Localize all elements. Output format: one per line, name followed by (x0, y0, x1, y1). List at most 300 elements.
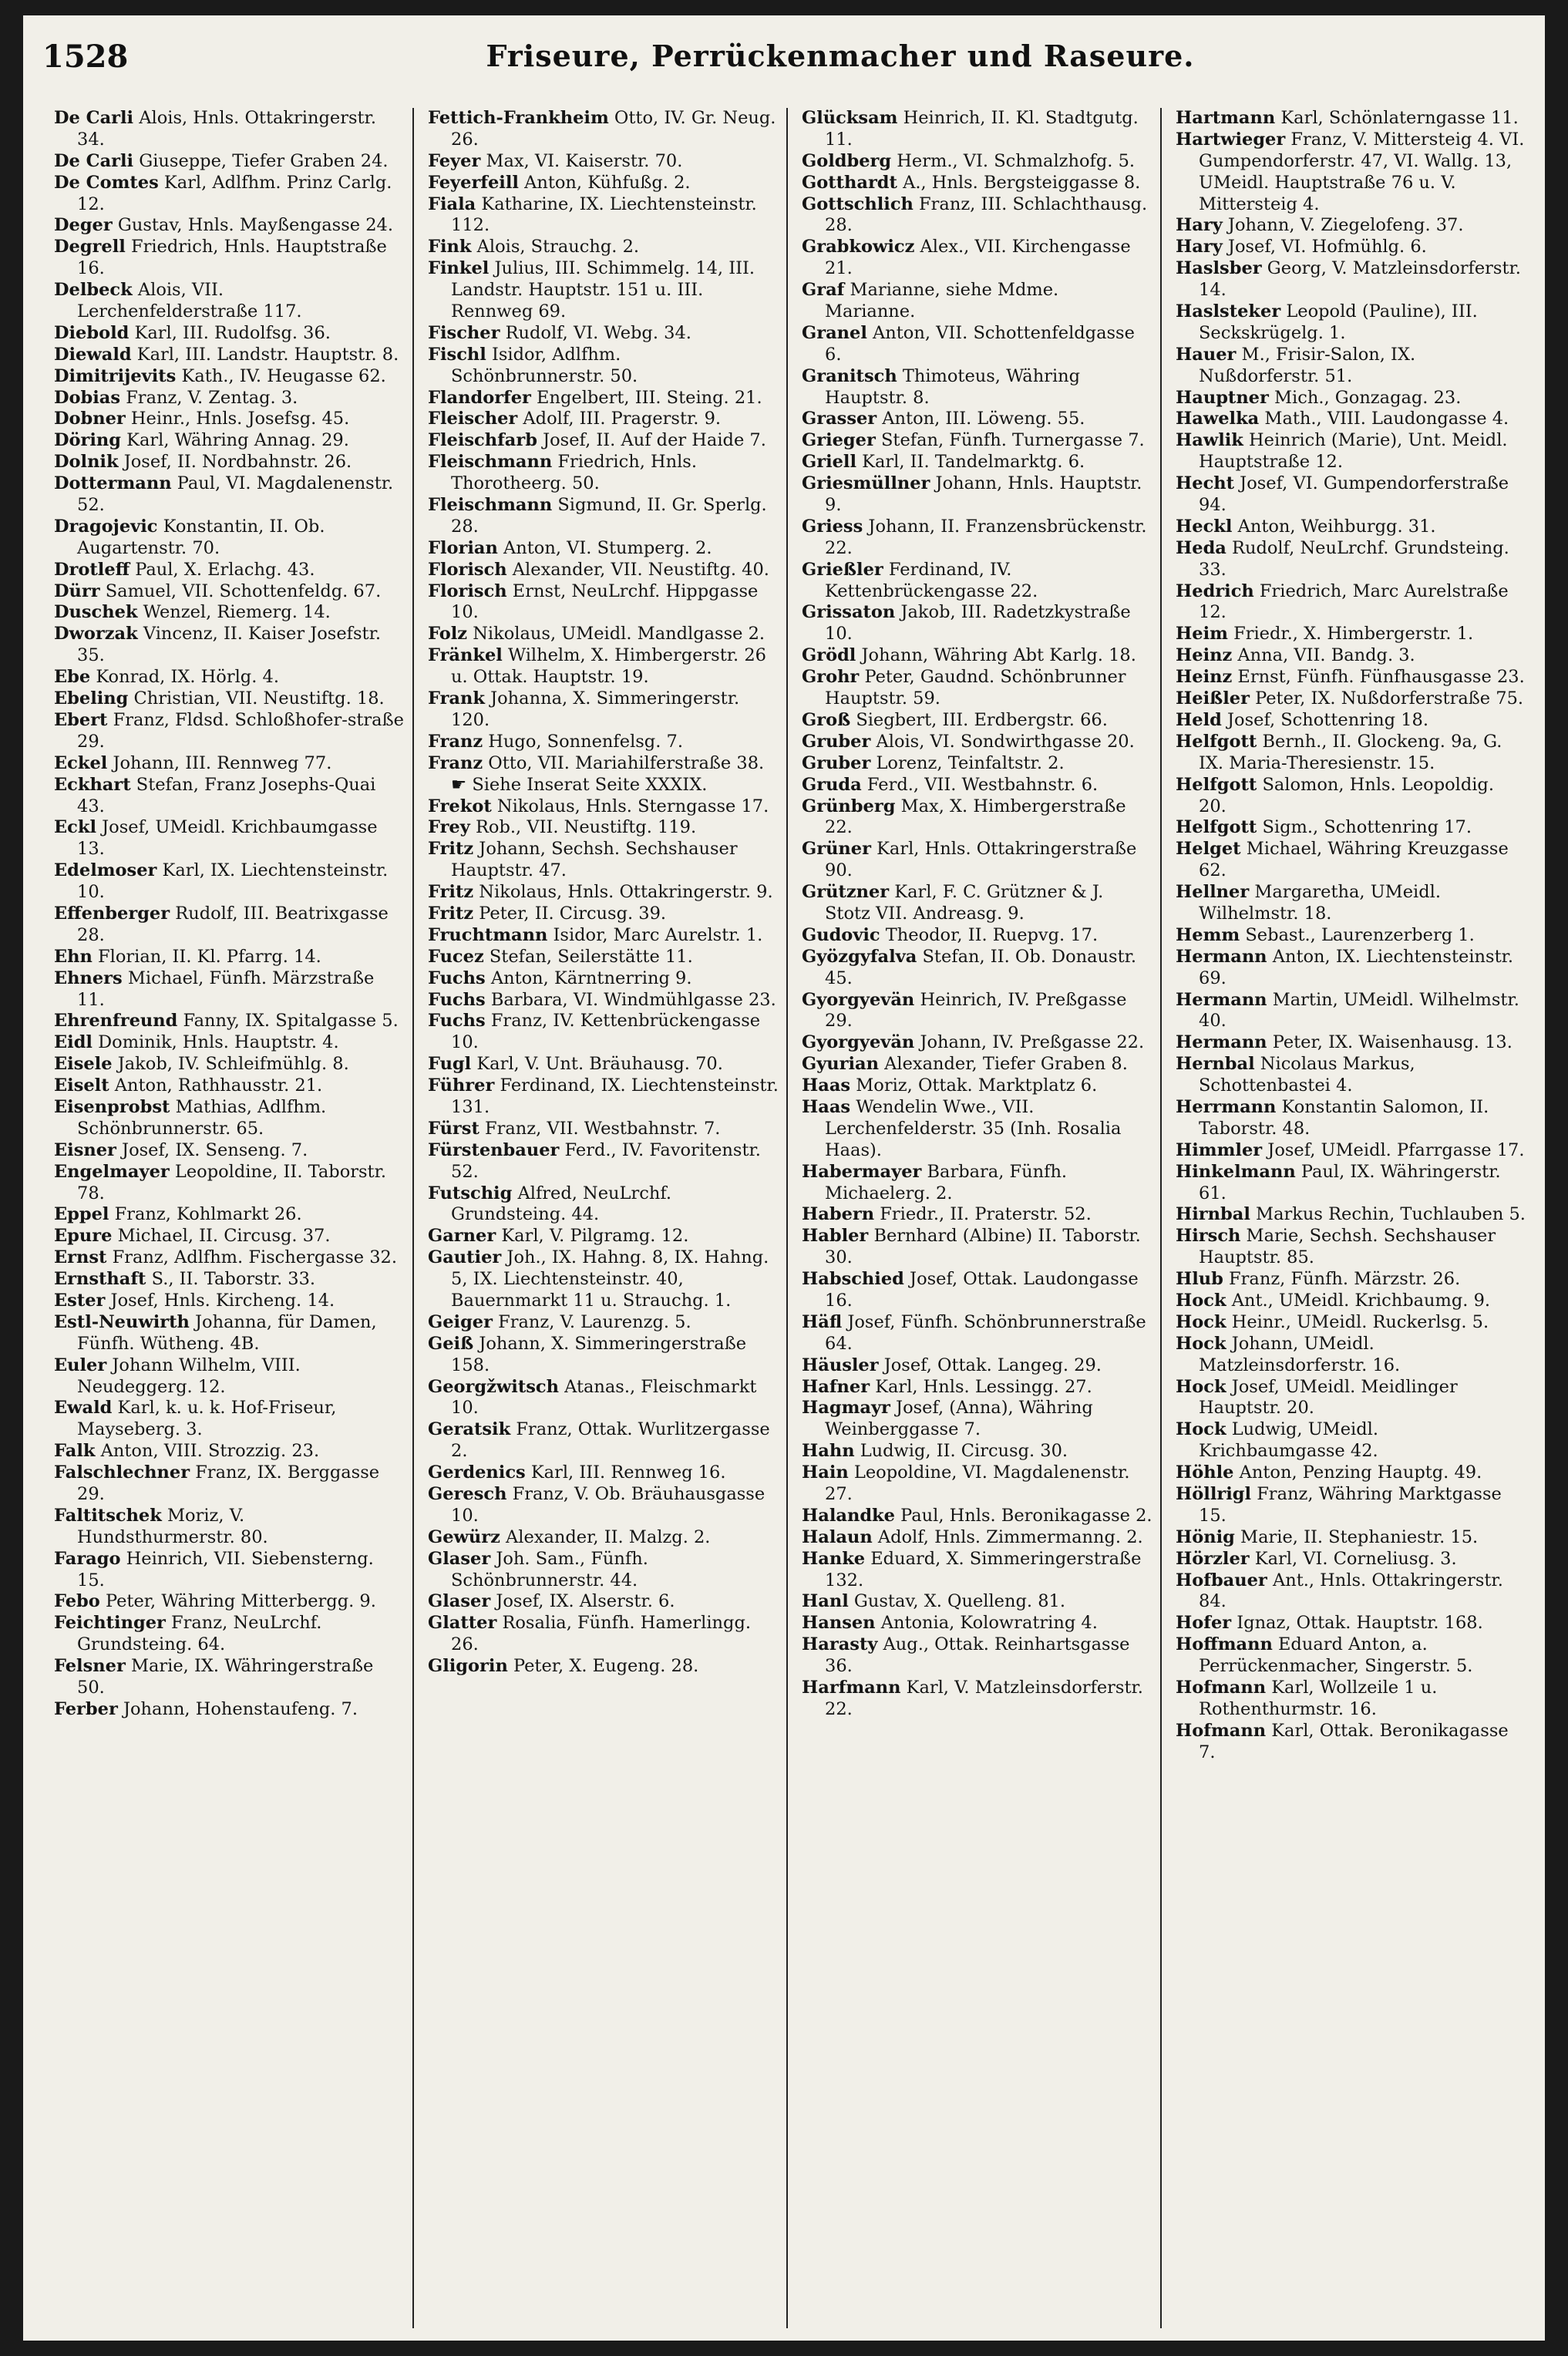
entry-name: Helfgott (1176, 774, 1257, 795)
entry-name: Häusler (802, 1355, 879, 1375)
entry-name: Eckhart (54, 774, 131, 795)
entry-details: Franz, VII. Westbahnstr. 7. (479, 1118, 721, 1139)
entry-details: Barbara, Fünfh. Michaelerg. 2. (825, 1161, 1068, 1203)
directory-entry (802, 1441, 1152, 1462)
entry-name: Dottermann (54, 473, 172, 494)
entry-details: Ernst, NeuLrchf. Hippgasse 10. (451, 581, 759, 623)
entry-name: Gruda (802, 774, 862, 795)
entry-name: Dworzak (54, 624, 138, 645)
entry-details: Stefan, Fünfh. Turnergasse 7. (875, 430, 1145, 451)
entry-details: Karl, III. Landstr. Hauptstr. 8. (131, 344, 399, 365)
directory-entry (1176, 817, 1526, 839)
entry-name: Glaser (428, 1591, 491, 1612)
entry-details: Otto, VII. Mariahilferstraße 38. ☛ Siehe Inserat Seite XXXIX. (451, 752, 765, 795)
directory-entry (54, 1591, 405, 1613)
entry-details: Franz, IX. Berggasse 29. (77, 1462, 380, 1504)
entry-details: Nikolaus, UMeidl. Mandlgasse 2. (467, 624, 765, 645)
directory-entry (1176, 1140, 1526, 1162)
entry-details: Wilhelm, X. Himbergerstr. 26 u. Ottak. Hauptstr. 19. (451, 645, 766, 688)
entry-name: Hofmann (1176, 1678, 1267, 1698)
entry-details: Karl, V. Unt. Bräuhausg. 70. (471, 1054, 723, 1075)
directory-entry (1176, 215, 1526, 237)
directory-entry (1176, 473, 1526, 517)
entry-details: Dominik, Hnls. Hauptstr. 4. (92, 1032, 339, 1053)
directory-entry (802, 1269, 1152, 1312)
entry-details: Franz, Fldsd. Schloßhofer-straße 29. (77, 709, 404, 752)
directory-entry (54, 1011, 405, 1032)
directory-entry (428, 1656, 779, 1678)
entry-details: Herm., VI. Schmalzhofg. 5. (891, 150, 1136, 171)
entry-details: Anton, Rathhausstr. 21. (109, 1075, 323, 1096)
directory-entry (802, 1506, 1152, 1527)
entry-name: Hirnbal (1176, 1204, 1250, 1225)
directory-entry (1176, 258, 1526, 301)
entry-name: Heckl (1176, 516, 1233, 537)
directory-entry (1176, 1634, 1526, 1678)
directory-entry (54, 1398, 405, 1441)
entry-name: Fucez (428, 946, 484, 967)
directory-entry (54, 517, 405, 560)
directory-column (1176, 108, 1534, 2328)
entry-details: Heinrich, II. Kl. Stadtgutg. 11. (825, 108, 1139, 150)
entry-name: De Comtes (54, 172, 159, 193)
directory-entry (54, 1312, 405, 1355)
entry-details: Johann, II. Franzensbrückenstr. 22. (825, 516, 1147, 558)
entry-name: Ewald (54, 1398, 113, 1419)
directory-entry (802, 366, 1152, 409)
entry-details: Barbara, VI. Windmühlgasse 23. (485, 989, 776, 1010)
entry-details: Mich., Gonzagag. 23. (1268, 387, 1462, 408)
directory-entry (1176, 1462, 1526, 1484)
entry-details: Ant., UMeidl. Krichbaumg. 9. (1226, 1290, 1491, 1311)
entry-details: Josef, VI. Hofmühlg. 6. (1222, 237, 1427, 257)
directory-columns (54, 108, 1534, 2328)
entry-details: Josef, UMeidl. Meidlinger Hauptstr. 20. (1199, 1376, 1458, 1419)
entry-details: Friedrich, Marc Aurelstraße 12. (1199, 581, 1509, 623)
directory-entry (428, 990, 779, 1011)
directory-entry (54, 1656, 405, 1699)
entry-details: Johann, UMeidl. Matzleinsdorferstr. 16. (1199, 1333, 1401, 1375)
entry-name: Häfl (802, 1311, 843, 1332)
directory-entry (54, 947, 405, 968)
entry-name: Hermann (1176, 989, 1267, 1010)
entry-name: Hary (1176, 237, 1223, 257)
directory-entry (54, 860, 405, 904)
directory-entry (1176, 345, 1526, 388)
entry-name: Hellner (1176, 882, 1250, 903)
directory-entry (54, 452, 405, 473)
directory-entry (802, 409, 1152, 430)
entry-details: Franz, IV. Kettenbrückengasse 10. (451, 1011, 761, 1053)
directory-entry (428, 732, 779, 753)
entry-details: Konstantin Salomon, II. Taborstr. 48. (1199, 1096, 1489, 1139)
entry-name: Dimitrijevits (54, 365, 177, 386)
entry-details: Ludwig, II. Circusg. 30. (854, 1441, 1068, 1462)
entry-name: Hauer (1176, 344, 1237, 365)
entry-details: Peter, Gaudnd. Schönbrunner Hauptstr. 59. (825, 667, 1126, 709)
entry-name: Habern (802, 1204, 875, 1225)
entry-name: Helfgott (1176, 817, 1257, 838)
directory-entry (54, 473, 405, 517)
entry-name: Eiselt (54, 1075, 109, 1096)
entry-name: Falk (54, 1441, 96, 1462)
directory-entry (802, 1312, 1152, 1355)
directory-entry (54, 1247, 405, 1269)
entry-details: Karl, VI. Corneliusg. 3. (1249, 1548, 1457, 1569)
directory-entry (802, 1527, 1152, 1549)
directory-entry (1176, 947, 1526, 990)
entry-details: Adolf, III. Pragerstr. 9. (517, 409, 722, 429)
entry-details: Josef, Hnls. Kircheng. 14. (105, 1290, 335, 1311)
entry-details: Josef, II. Nordbahnstr. 26. (118, 452, 352, 473)
directory-entry (428, 688, 779, 732)
entry-name: Grünberg (802, 796, 896, 816)
entry-details: Johann, Hohenstaufeng. 7. (117, 1698, 358, 1719)
directory-entry (1176, 409, 1526, 430)
entry-name: Falschlechner (54, 1462, 190, 1483)
entry-details: Peter, II. Circusg. 39. (473, 903, 667, 924)
entry-name: Farago (54, 1548, 121, 1569)
entry-details: Karl, Hnls. Ottakringerstraße 90. (825, 839, 1137, 881)
entry-name: Euler (54, 1355, 107, 1375)
entry-details: Jakob, IV. Schleifmühlg. 8. (112, 1054, 349, 1075)
entry-details: Michael, II. Circusg. 37. (112, 1226, 331, 1247)
entry-details: Alexander, VII. Neustiftg. 40. (506, 559, 769, 580)
entry-details: Otto, IV. Gr. Neug. 26. (451, 108, 776, 150)
entry-name: Griess (802, 516, 863, 537)
entry-name: Fleischer (428, 409, 518, 429)
entry-name: Ehners (54, 968, 123, 988)
directory-entry (54, 237, 405, 280)
directory-entry (802, 1226, 1152, 1269)
entry-name: Feyer (428, 150, 481, 171)
entry-name: Grützner (802, 882, 890, 903)
entry-details: Franz, Adlfhm. Fischergasse 32. (106, 1247, 398, 1268)
directory-entry (1176, 1291, 1526, 1312)
entry-details: Karl, III. Rennweg 16. (525, 1462, 726, 1483)
entry-details: Franz, Währing Marktgasse 15. (1199, 1484, 1502, 1526)
directory-entry (802, 947, 1152, 990)
directory-entry (802, 990, 1152, 1033)
directory-entry (54, 409, 405, 430)
entry-name: Eisenprobst (54, 1096, 170, 1117)
entry-details: Paul, X. Erlachg. 43. (130, 559, 315, 580)
entry-name: Fleischfarb (428, 430, 537, 451)
entry-name: Glücksam (802, 108, 898, 128)
entry-name: Haas (802, 1075, 851, 1096)
directory-entry (428, 624, 779, 645)
directory-entry (428, 237, 779, 258)
directory-entry (1176, 1527, 1526, 1549)
entry-name: Hartmann (1176, 108, 1276, 128)
entry-name: Georgžwitsch (428, 1376, 559, 1397)
directory-entry (1176, 301, 1526, 345)
entry-details: Martin, UMeidl. Wilhelmstr. 40. (1199, 989, 1519, 1032)
directory-entry (1176, 925, 1526, 947)
entry-details: Heinrich (Marie), Unt. Meidl. Hauptstraße 12. (1199, 430, 1508, 473)
entry-details: Johanna, X. Simmeringerstr. 120. (451, 688, 740, 730)
entry-name: Geratsik (428, 1419, 511, 1440)
entry-name: Halaun (802, 1526, 873, 1547)
directory-entry (428, 1462, 779, 1484)
entry-details: Marie, Sechsh. Sechshauser Hauptstr. 85. (1199, 1226, 1496, 1268)
directory-entry (802, 1549, 1152, 1592)
entry-details: Friedr., II. Praterstr. 52. (874, 1204, 1092, 1225)
directory-entry (802, 430, 1152, 452)
entry-details: Karl, Schönlaterngasse 11. (1275, 108, 1519, 128)
entry-details: Konstantin, II. Ob. Augartenstr. 70. (77, 516, 325, 558)
directory-entry (428, 323, 779, 345)
directory-entry (54, 581, 405, 603)
entry-details: Theodor, II. Ruepvg. 17. (880, 924, 1099, 945)
directory-entry (802, 1678, 1152, 1721)
directory-entry (1176, 710, 1526, 732)
directory-entry (54, 1699, 405, 1721)
entry-details: Michael, Währing Kreuzgasse 62. (1199, 839, 1509, 881)
entry-name: Eckl (54, 817, 96, 838)
entry-details: Rudolf, III. Beatrixgasse 28. (77, 903, 389, 945)
directory-entry (428, 173, 779, 194)
directory-entry (1176, 1334, 1526, 1377)
entry-name: Duschek (54, 602, 138, 623)
directory-entry (802, 1204, 1152, 1226)
directory-entry (802, 1398, 1152, 1441)
directory-entry (428, 495, 779, 538)
entry-name: Flandorfer (428, 387, 531, 408)
directory-entry (428, 1075, 779, 1119)
entry-name: Döring (54, 430, 122, 451)
entry-details: Joh. Sam., Fünfh. Schönbrunnerstr. 44. (451, 1548, 648, 1590)
entry-name: Held (1176, 709, 1222, 730)
directory-entry (802, 1032, 1152, 1054)
entry-name: Habermayer (802, 1161, 922, 1182)
directory-entry (428, 1419, 779, 1462)
entry-details: Alois, Hnls. Ottakringerstr. 34. (77, 108, 376, 150)
entry-details: Ferd., VII. Westbahnstr. 6. (861, 774, 1099, 795)
directory-entry (54, 710, 405, 753)
directory-entry (802, 280, 1152, 323)
entry-name: Estl-Neuwirth (54, 1311, 190, 1332)
entry-details: Eduard, X. Simmeringerstraße 132. (825, 1548, 1142, 1590)
entry-name: Gruber (802, 731, 871, 752)
entry-details: Johann, III. Rennweg 77. (107, 752, 332, 773)
entry-name: Gewürz (428, 1526, 500, 1547)
entry-name: Hahn (802, 1441, 855, 1462)
entry-details: Joh., IX. Hahng. 8, IX. Hahng. 5, IX. Liechtensteinstr. 40, Bauernmarkt 11 u. Strauchg. 1. (451, 1247, 769, 1311)
entry-name: Deger (54, 215, 113, 236)
entry-name: Gerdenics (428, 1462, 526, 1483)
entry-name: Hemm (1176, 924, 1240, 945)
entry-name: Dürr (54, 581, 100, 601)
entry-details: Anton, VII. Schottenfeldgasse 6. (825, 322, 1135, 365)
entry-name: Grabkowicz (802, 237, 915, 257)
entry-details: Hugo, Sonnenfelsg. 7. (483, 731, 683, 752)
entry-details: Alois, Strauchg. 2. (471, 237, 640, 257)
entry-details: Bernhard (Albine) II. Taborstr. 30. (825, 1226, 1141, 1268)
directory-entry (1176, 839, 1526, 882)
entry-name: Heinz (1176, 645, 1233, 666)
directory-entry (54, 904, 405, 947)
entry-details: Friedrich, Hnls. Thorotheerg. 50. (451, 452, 698, 494)
entry-name: Gottschlich (802, 194, 914, 214)
entry-details: Vincenz, II. Kaiser Josefstr. 35. (77, 624, 382, 666)
entry-details: Karl, V. Matzleinsdorferstr. 22. (825, 1678, 1143, 1719)
entry-name: Hanke (802, 1548, 866, 1569)
directory-entry (428, 388, 779, 409)
directory-entry (1176, 667, 1526, 688)
entry-name: Hermann (1176, 1032, 1267, 1053)
entry-details: Ignaz, Ottak. Hauptstr. 168. (1231, 1613, 1483, 1634)
directory-entry (428, 1247, 779, 1312)
entry-name: Hinkelmann (1176, 1161, 1296, 1182)
entry-details: Franz, Fünfh. Märzstr. 26. (1223, 1269, 1461, 1290)
directory-entry (1176, 538, 1526, 581)
entry-details: Karl, V. Pilgramg. 12. (496, 1226, 689, 1247)
entry-name: Hock (1176, 1333, 1226, 1354)
directory-entry (428, 1140, 779, 1183)
directory-entry (1176, 581, 1526, 624)
entry-details: S., II. Taborstr. 33. (146, 1269, 316, 1290)
directory-entry (802, 925, 1152, 947)
entry-name: Fruchtmann (428, 924, 548, 945)
entry-name: Gyözgyfalva (802, 946, 917, 967)
entry-name: Hermann (1176, 946, 1267, 967)
directory-entry (802, 775, 1152, 796)
directory-entry (54, 1140, 405, 1162)
entry-name: Hartwieger (1176, 129, 1286, 150)
directory-entry (802, 452, 1152, 473)
directory-entry (428, 560, 779, 581)
entry-name: Hary (1176, 215, 1223, 236)
entry-name: Haas (802, 1096, 851, 1117)
entry-details: Rudolf, VI. Webg. 34. (500, 322, 691, 343)
entry-name: Hernbal (1176, 1054, 1255, 1075)
entry-details: Karl, Wollzeile 1 u. Rothenthurmstr. 16. (1199, 1678, 1438, 1719)
directory-entry (428, 882, 779, 904)
entry-details: Franz, V. Laurenzg. 5. (492, 1311, 691, 1332)
entry-name: Helget (1176, 839, 1241, 860)
entry-name: Eisner (54, 1139, 116, 1160)
directory-entry (1176, 1204, 1526, 1226)
entry-details: Rob., VII. Neustiftg. 119. (469, 817, 697, 838)
entry-details: Peter, X. Eugeng. 28. (507, 1656, 699, 1677)
directory-entry (428, 947, 779, 968)
entry-details: Wenzel, Riemerg. 14. (137, 602, 331, 623)
entry-name: Gudovic (802, 924, 880, 945)
directory-entry (54, 1355, 405, 1398)
entry-details: Heinrich, IV. Preßgasse 29. (825, 989, 1127, 1032)
entry-details: Ludwig, UMeidl. Krichbaumgasse 42. (1199, 1419, 1378, 1462)
entry-details: Salomon, Hnls. Leopoldig. 20. (1199, 774, 1494, 816)
entry-details: Franz, V. Zentag. 3. (120, 387, 298, 408)
directory-entry (1176, 732, 1526, 775)
entry-name: Herrmann (1176, 1096, 1277, 1117)
entry-details: Johann, Hnls. Hauptstr. 9. (825, 473, 1142, 516)
directory-entry (54, 1054, 405, 1075)
entry-name: Heda (1176, 537, 1226, 558)
entry-details: Giuseppe, Tiefer Graben 24. (133, 150, 389, 171)
entry-details: Nikolaus, Hnls. Ottakringerstr. 9. (473, 882, 773, 903)
directory-entry (1176, 1549, 1526, 1570)
directory-entry (1176, 237, 1526, 258)
directory-entry (802, 753, 1152, 775)
directory-entry (428, 1183, 779, 1227)
entry-details: Fanny, IX. Spitalgasse 5. (177, 1011, 399, 1032)
entry-name: Hedrich (1176, 581, 1254, 601)
entry-details: Johann, X. Simmeringerstraße 158. (451, 1333, 747, 1375)
entry-details: A., Hnls. Bergsteiggasse 8. (897, 172, 1141, 193)
entry-name: Habschied (802, 1269, 904, 1290)
directory-entry (802, 1591, 1152, 1613)
entry-details: Karl, Hnls. Lessingg. 27. (870, 1376, 1092, 1397)
entry-details: Isidor, Marc Aurelstr. 1. (547, 924, 763, 945)
entry-name: Frey (428, 817, 470, 838)
directory-entry (428, 258, 779, 323)
entry-details: Josef, Fünfh. Schönbrunnerstraße 64. (825, 1311, 1146, 1354)
directory-entry (1176, 1377, 1526, 1420)
entry-name: Hansen (802, 1613, 876, 1634)
directory-entry (54, 1226, 405, 1247)
directory-entry (54, 345, 405, 366)
entry-name: Höhle (1176, 1462, 1234, 1483)
directory-entry (802, 151, 1152, 173)
directory-entry (54, 1462, 405, 1506)
directory-entry (428, 108, 779, 151)
entry-details: Margaretha, UMeidl. Wilhelmstr. 18. (1199, 882, 1441, 924)
entry-name: Hanl (802, 1591, 849, 1612)
entry-details: Franz, Kohlmarkt 26. (109, 1204, 302, 1225)
directory-entry (54, 560, 405, 581)
entry-details: Stefan, II. Ob. Donaustr. 45. (825, 946, 1137, 988)
directory-entry (54, 1097, 405, 1140)
entry-details: Karl, k. u. k. Hof-Friseur, Mayseberg. 3. (77, 1398, 337, 1440)
entry-name: Griell (802, 452, 857, 473)
directory-entry (1176, 882, 1526, 925)
entry-details: Nicolaus Markus, Schottenbastei 4. (1199, 1054, 1415, 1096)
directory-entry (802, 1355, 1152, 1377)
directory-entry (428, 1527, 779, 1549)
entry-details: Ferd., IV. Favoritenstr. 52. (451, 1139, 761, 1182)
entry-name: Hock (1176, 1376, 1226, 1397)
entry-name: Hönig (1176, 1526, 1235, 1547)
entry-details: Peter, IX. Waisenhausg. 13. (1267, 1032, 1512, 1053)
entry-name: Febo (54, 1591, 100, 1612)
entry-name: Granitsch (802, 365, 897, 386)
directory-entry (802, 173, 1152, 194)
entry-details: Sigmund, II. Gr. Sperlg. 28. (451, 495, 767, 537)
directory-entry (54, 366, 405, 388)
entry-details: Franz, NeuLrchf. Grundsteing. 64. (77, 1613, 322, 1655)
directory-entry (54, 817, 405, 860)
entry-details: Max, VI. Kaiserstr. 70. (480, 150, 683, 171)
directory-entry (54, 1032, 405, 1054)
entry-name: Eisele (54, 1054, 113, 1075)
entry-details: Isidor, Adlfhm. Schönbrunnerstr. 50. (451, 344, 638, 386)
entry-name: Florisch (428, 581, 507, 601)
entry-name: Hock (1176, 1311, 1226, 1332)
entry-name: Hawelka (1176, 409, 1260, 429)
directory-entry (428, 904, 779, 925)
entry-name: Höllrigl (1176, 1484, 1252, 1504)
entry-details: Karl, Währing Annag. 29. (121, 430, 349, 451)
directory-entry (54, 1441, 405, 1462)
directory-entry (54, 688, 405, 710)
directory-page (23, 15, 1545, 2341)
entry-name: Diebold (54, 322, 130, 343)
entry-name: Glaser (428, 1548, 491, 1569)
entry-details: Peter, Währing Mitterbergg. 9. (99, 1591, 376, 1612)
directory-entry (428, 1377, 779, 1420)
